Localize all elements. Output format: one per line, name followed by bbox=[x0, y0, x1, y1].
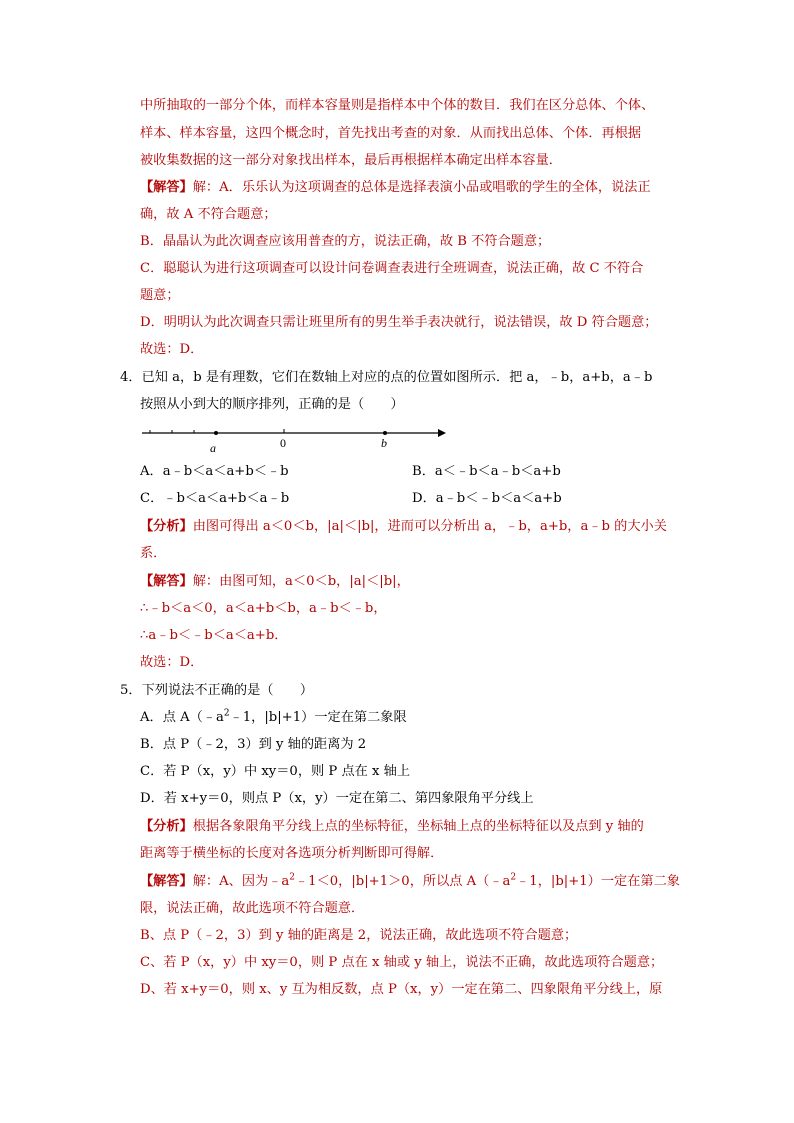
answer-tag: 【解答】 bbox=[140, 574, 193, 589]
axis-label-b: b bbox=[381, 436, 387, 450]
analysis-tag: 【分析】 bbox=[140, 819, 193, 834]
q5-answer-sup-2: 2 bbox=[510, 872, 517, 883]
q4-option-a[interactable]: A．a﹣b＜a＜a+b＜﹣b bbox=[140, 464, 289, 479]
q3-answer-line-7: 故选：D． bbox=[140, 342, 204, 357]
q4-option-c[interactable]: C．﹣b＜a＜a+b＜a﹣b bbox=[140, 491, 290, 506]
q5-analysis-text-1: 根据各象限角平分线上点的坐标特征，坐标轴上点的坐标特征以及点到 y 轴的 bbox=[192, 819, 644, 834]
q5-option-a-sup: 2 bbox=[223, 708, 230, 719]
axis-label-a: a bbox=[210, 441, 216, 455]
q4-stem-line-2: 按照从小到大的顺序排列，正确的是（ ） bbox=[140, 397, 404, 412]
q4-option-d[interactable]: D．a﹣b＜﹣b＜a＜a+b bbox=[412, 491, 562, 506]
q3-answer-line-2: 确，故 A 不符合题意； bbox=[140, 207, 277, 222]
q5-stem: 5．下列说法不正确的是（ ） bbox=[120, 683, 314, 698]
q5-option-a[interactable] bbox=[140, 708, 407, 728]
q5-answer-line-3: B、点 P（﹣2，3）到 y 轴的距离是 2，说法正确，故此选项不符合题意； bbox=[140, 928, 578, 943]
q4-answer-line-3: ∴a﹣b＜﹣b＜a＜a+b． bbox=[140, 628, 288, 643]
q4-option-b[interactable]: B．a＜﹣b＜a﹣b＜a+b bbox=[412, 464, 561, 479]
q3-answer-line-6: D．明明认为此次调查只需让班里所有的男生举手表决就行，说法错误，故 D 符合题意； bbox=[140, 315, 658, 330]
q4-analysis-text-1: 由图可得出 a＜0＜b，|a|＜|b|，进而可以分析出 a，﹣b，a+b，a﹣b 的大小关 bbox=[192, 519, 667, 534]
q5-option-a-post: ﹣1，|b|+1）一定在第二象限 bbox=[229, 710, 407, 725]
q5-answer-sup-1: 2 bbox=[289, 872, 295, 883]
q5-option-a-pre: A．点 A（﹣a bbox=[140, 710, 224, 725]
answer-tag: 【解答】 bbox=[140, 180, 193, 195]
axis-label-zero: 0 bbox=[280, 436, 286, 450]
q3-answer-line-3: B．晶晶认为此次调查应该用普查的方，说法正确，故 B 不符合题意； bbox=[140, 234, 551, 249]
q3-answer-line-5: 题意； bbox=[140, 288, 180, 303]
q5-answer-text-1c: ﹣1，|b|+1）一定在第二象 bbox=[516, 874, 680, 889]
q4-answer-line-2: ∴﹣b＜a＜0，a＜a+b＜b，a﹣b＜﹣b， bbox=[140, 601, 387, 616]
q5-option-c[interactable]: C．若 P（x，y）中 xy＝0，则 P 点在 x 轴上 bbox=[140, 764, 411, 779]
q4-analysis-line-2: 系． bbox=[140, 546, 167, 561]
q3-answer-line-4: C．聪聪认为进行这项调查可以设计问卷调查表进行全班调查，说法正确，故 C 不符合 bbox=[140, 261, 644, 276]
point-b bbox=[383, 431, 387, 435]
q5-answer-line-2: 限，说法正确，故此选项不符合题意． bbox=[140, 901, 365, 916]
q3-answer-line-1 bbox=[140, 178, 651, 198]
q5-answer-text-1b: ﹣1＜0，|b|+1＞0，所以点 A（﹣a bbox=[295, 874, 511, 889]
q5-answer-line-4: C、若 P（x，y）中 xy＝0，则 P 点在 x 轴或 y 轴上，说法不正确，故此选项符合题意； bbox=[140, 955, 664, 970]
intro-line-1: 中所抽取的一部分个体，而样本容量则是指样本中个体的数目．我们在区分总体、个体、 bbox=[140, 98, 655, 113]
answer-tag: 【解答】 bbox=[140, 874, 193, 889]
q5-answer-line-5: D、若 x+y＝0，则 x、y 互为相反数，点 P（x，y）一定在第二、四象限角平分线上，原 bbox=[140, 982, 663, 997]
q4-answer-text-1: 解：由图可知，a＜0＜b，|a|＜|b|， bbox=[192, 574, 410, 589]
q5-analysis-line-2: 距离等于横坐标的长度对各选项分析判断即可得解． bbox=[140, 846, 444, 861]
q5-answer-line-1 bbox=[140, 872, 680, 892]
q5-option-b[interactable]: B．点 P（﹣2，3）到 y 轴的距离为 2 bbox=[140, 737, 367, 752]
q4-answer-line-4: 故选：D． bbox=[140, 655, 204, 670]
q5-option-d[interactable]: D．若 x+y＝0，则点 P（x，y）一定在第二、第四象限角平分线上 bbox=[140, 791, 534, 806]
q3-answer-text-1: 解：A．乐乐认为这项调查的总体是选择表演小品或唱歌的学生的全体，说法正 bbox=[192, 180, 651, 195]
analysis-tag: 【分析】 bbox=[140, 519, 193, 534]
intro-line-3: 被收集数据的这一部分对象找出样本，最后再根据样本确定出样本容量． bbox=[140, 153, 562, 168]
q5-answer-text-1a: 解：A、因为﹣a bbox=[192, 874, 290, 889]
q4-analysis-line-1 bbox=[140, 517, 667, 537]
q4-answer-line-1 bbox=[140, 572, 410, 592]
number-line-figure bbox=[140, 420, 450, 460]
intro-line-2: 样本、样本容量，这四个概念时，首先找出考查的对象．从而找出总体、个体．再根据 bbox=[140, 126, 642, 141]
point-a bbox=[214, 431, 218, 435]
q5-analysis-line-1 bbox=[140, 817, 644, 837]
q4-stem-line-1: 4．已知 a，b 是有理数，它们在数轴上对应的点的位置如图所示．把 a，﹣b，a+b，a﹣b bbox=[120, 370, 653, 385]
axis-arrow-icon bbox=[438, 429, 446, 437]
